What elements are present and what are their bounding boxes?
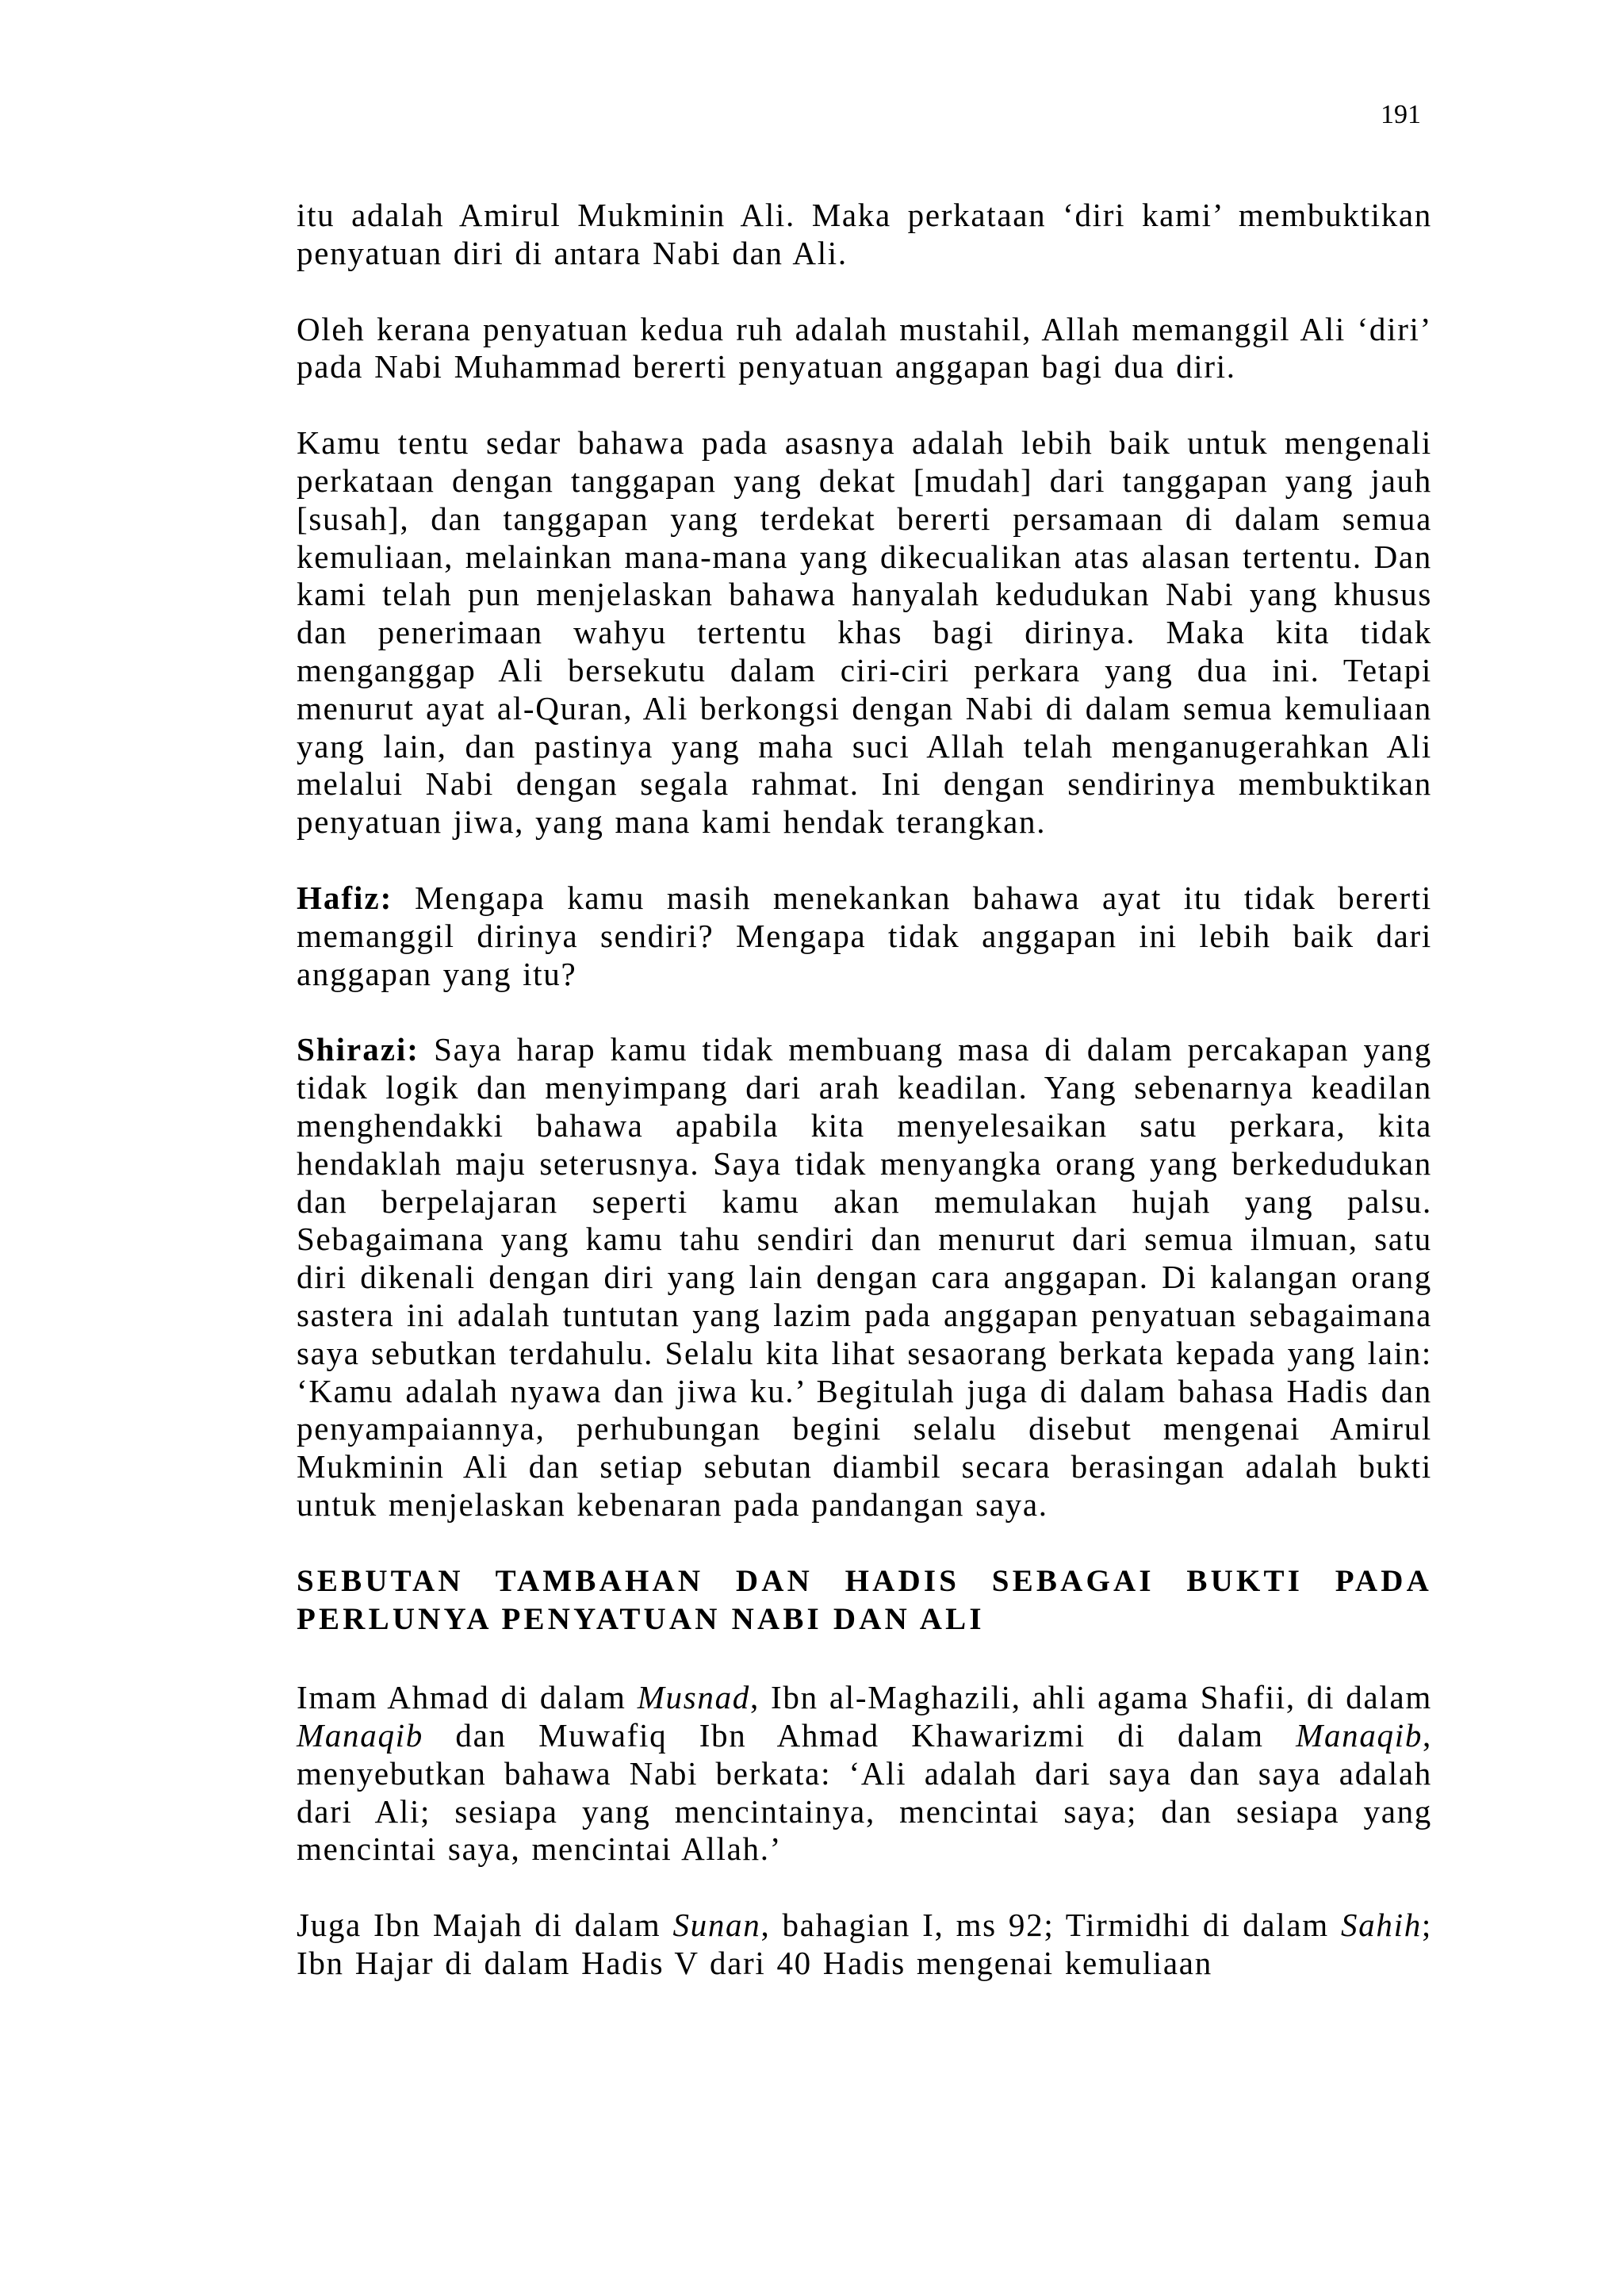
p6-text-2: , Ibn al-Maghazili, ahli agama Shafii, di dalam — [750, 1679, 1432, 1716]
paragraph-hafiz — [297, 880, 1432, 993]
speaker-label-shirazi: Shirazi: — [297, 1031, 419, 1068]
speaker-label-hafiz: Hafiz: — [297, 879, 393, 916]
paragraph-3: Kamu tentu sedar bahawa pada asasnya adalah lebih baik untuk mengenali perkataan dengan tanggapan yang dekat [mudah] dari tanggapan yang jauh [susah], dan tanggapan yang terdekat bererti persamaan di dalam semua kemuliaan, melainkan mana-mana yang dikecualikan atas alasan tertentu. Dan kami telah pun menjelaskan bahawa hanyalah kedudukan Nabi yang khusus dan penerimaan wahyu tertentu khas bagi dirinya. Maka kita tidak menganggap Ali bersekutu dalam ciri-ciri perkara yang dua ini. Tetapi menurut ayat al-Quran, Ali berkongsi dengan Nabi di dalam semua kemuliaan yang lain, dan pastinya yang maha suci Allah telah menganugerahkan Ali melalui Nabi dengan segala rahmat. Ini dengan sendirinya membuktikan penyatuan jiwa, yang mana kami hendak terangkan. — [297, 424, 1432, 841]
page-number: 191 — [1381, 100, 1421, 129]
page-body — [297, 197, 1432, 2021]
paragraph-hafiz-text: Mengapa kamu masih menekankan bahawa ayat itu tidak bererti memanggil dirinya sendiri? Mengapa tidak anggapan ini lebih baik dari anggapan yang itu? — [297, 879, 1433, 992]
p7-title-sahih: Sahih — [1341, 1907, 1422, 1944]
p6-title-manaqib-2: Manaqib — [1296, 1717, 1423, 1754]
p7-text-1: Juga Ibn Majah di dalam — [297, 1907, 673, 1944]
p7-title-sunan: Sunan — [672, 1907, 761, 1944]
section-heading: SEBUTAN TAMBAHAN DAN HADIS SEBAGAI BUKTI PADA PERLUNYA PENYATUAN NABI DAN ALI — [297, 1563, 1432, 1636]
paragraph-shirazi-text: Saya harap kamu tidak membuang masa di dalam percakapan yang tidak logik dan menyimpang dari arah keadilan. Yang sebenarnya keadilan menghendakki bahawa apabila kita menyelesaikan satu perkara, kita hendaklah maju seterusnya. Saya tidak menyangka orang yang berkedudukan dan berpelajaran seperti kamu akan memulakan hujah yang palsu. Sebagaimana yang kamu tahu sendiri dan menurut dari semua ilmuan, satu diri dikenali dengan diri yang lain dengan cara anggapan. Di kalangan orang sastera ini adalah tuntutan yang lazim pada anggapan penyatuan sebagaimana saya sebutkan terdahulu. Selalu kita lihat sesaorang berkata kepada yang lain: ‘Kamu adalah nyawa dan jiwa ku.’ Begitulah juga di dalam bahasa Hadis dan penyampaiannya, perhubungan begini selalu disebut mengenai Amirul Mukminin Ali dan setiap sebutan diambil secara berasingan adalah bukti untuk menjelaskan kebenaran pada pandangan saya. — [297, 1031, 1432, 1523]
paragraph-2: Oleh kerana penyatuan kedua ruh adalah mustahil, Allah memanggil Ali ‘diri’ pada Nabi Muhammad bererti penyatuan anggapan bagi dua diri. — [297, 310, 1432, 385]
paragraph-6 — [297, 1679, 1432, 1869]
p7-text-2: , bahagian I, ms 92; Tirmidhi di dalam — [760, 1907, 1341, 1944]
paragraph-1: itu adalah Amirul Mukminin Ali. Maka perkataan ‘diri kami’ membuktikan penyatuan diri di antara Nabi dan Ali. — [297, 197, 1432, 271]
p6-text-3: dan Muwafiq Ibn Ahmad Khawarizmi di dalam — [423, 1717, 1297, 1754]
p7-text-3: ; Ibn Hajar di dalam Hadis V dari 40 Hadis mengenai kemuliaan — [297, 1907, 1432, 1982]
p6-title-musnad: Musnad — [637, 1679, 751, 1716]
p6-text-4: , menyebutkan bahawa Nabi berkata: ‘Ali adalah dari saya dan saya adalah dari Ali; sesiapa yang mencintainya, mencintai saya; dan sesiapa yang mencintai saya, mencintai Allah.’ — [297, 1717, 1432, 1868]
paragraph-shirazi — [297, 1031, 1432, 1524]
p6-title-manaqib-1: Manaqib — [297, 1717, 423, 1754]
p6-text-1: Imam Ahmad di dalam — [297, 1679, 638, 1716]
paragraph-7 — [297, 1907, 1432, 1983]
